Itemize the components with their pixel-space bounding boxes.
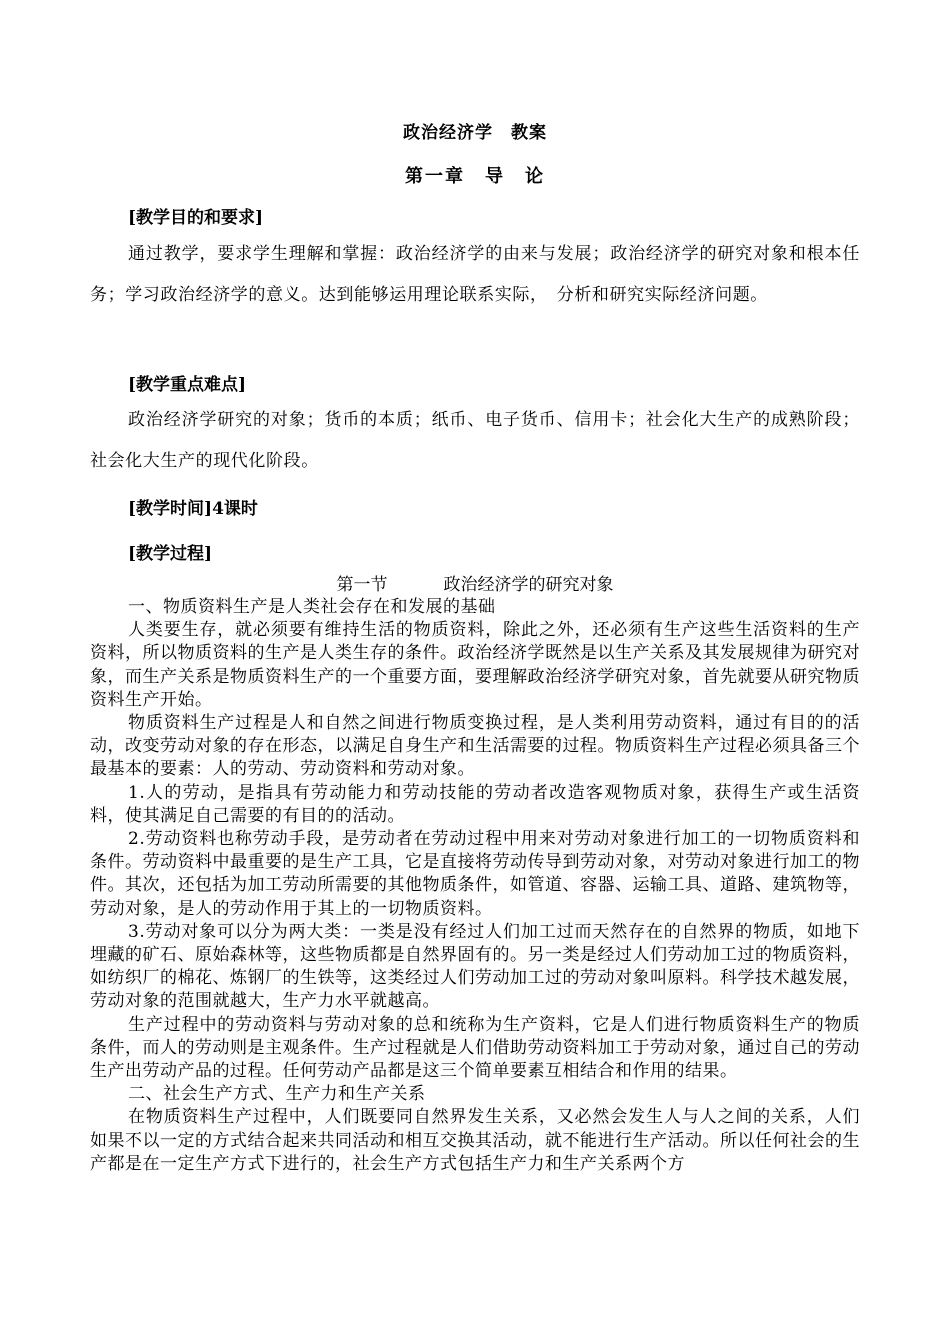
body-text bbox=[90, 596, 860, 1176]
body-paragraph: 在物质资料生产过程中，人们既要同自然界发生关系，又必然会发生人与人之间的关系，人们如果不以一定的方式结合起来共同活动和相互交换其活动，就不能进行生产活动。所以任何社会的生产都是在一定生产方式下进行的，社会生产方式包括生产力和生产关系两个方 bbox=[90, 1107, 860, 1174]
goals-heading: [教学目的和要求] bbox=[128, 208, 264, 228]
key-points-paragraph: 政治经济学研究的对象；货币的本质；纸币、电子货币、信用卡；社会化大生产的成熟阶段；社会化大生产的现代化阶段。 bbox=[90, 410, 860, 471]
goals-paragraph: 通过教学，要求学生理解和掌握：政治经济学的由来与发展；政治经济学的研究对象和根本任务；学习政治经济学的意义。达到能够运用理论联系实际， 分析和研究实际经济问题。 bbox=[90, 244, 860, 305]
section-name: 政治经济学的研究对象 bbox=[443, 575, 614, 595]
section-title bbox=[0, 570, 950, 595]
subheading-one: 一、物质资料生产是人类社会存在和发展的基础 bbox=[128, 597, 496, 617]
body-paragraph: 生产过程中的劳动资料与劳动对象的总和统称为生产资料，它是人们进行物质资料生产的物质条件，而人的劳动则是主观条件。生产过程就是人们借助劳动资料加工于劳动对象，通过自己的劳动生产出劳动产品的过程。任何劳动产品都是这三个简单要素互相结合和作用的结果。 bbox=[90, 1014, 860, 1082]
chapter-title: 第一章 导 论 bbox=[405, 166, 545, 187]
key-points-heading: [教学重点难点] bbox=[128, 375, 247, 395]
list-item-labor: 1.人的劳动，是指具有劳动能力和劳动技能的劳动者改造客观物质对象，获得生产或生活资料，使其满足自己需要的有目的的活动。 bbox=[90, 782, 860, 826]
section-number: 第一节 bbox=[336, 575, 388, 595]
body-paragraph: 物质资料生产过程是人和自然之间进行物质变换过程，是人类利用劳动资料，通过有目的的活动，改变劳动对象的存在形态，以满足自身生产和生活需要的过程。物质资料生产过程必须具备三个最基本的要素：人的劳动、劳动资料和劳动对象。 bbox=[90, 713, 860, 780]
list-item-means-of-labor: 2.劳动资料也称劳动手段，是劳动者在劳动过程中用来对劳动对象进行加工的一切物质资料和条件。劳动资料中最重要的是生产工具，它是直接将劳动传导到劳动对象，对劳动对象进行加工的物件。其次，还包括为加工劳动所需要的其他物质条件，如管道、容器、运输工具、道路、建筑物等，劳动对象，是人的劳动作用于其上的一切物质资料。 bbox=[90, 829, 860, 919]
time-heading: [教学时间]4课时 bbox=[128, 499, 258, 519]
subheading-two: 二、社会生产方式、生产力和生产关系 bbox=[128, 1084, 426, 1105]
process-heading: [教学过程] bbox=[128, 544, 213, 564]
body-paragraph: 人类要生存，就必须要有维持生活的物质资料，除此之外，还必须有生产这些生活资料的生产资料，所以物质资料的生产是人类生存的条件。政治经济学既然是以生产关系及其发展规律为研究对象，而生产关系是物质资料生产的一个重要方面，要理解政治经济学研究对象，首先就要从研究物质资料生产开始。 bbox=[90, 620, 860, 710]
list-item-object-of-labor: 3.劳动对象可以分为两大类：一类是没有经过人们加工过而天然存在的自然界的物质，如地下埋藏的矿石、原始森林等，这些物质都是自然界固有的。另一类是经过人们劳动加工过的物质资料，如纺织厂的棉花、炼钢厂的生铁等，这类经过人们劳动加工过的劳动对象叫原料。科学技术越发展，劳动对象的范围就越大，生产力水平就越高。 bbox=[90, 921, 860, 1012]
document-title: 政治经济学 教案 bbox=[403, 123, 547, 143]
